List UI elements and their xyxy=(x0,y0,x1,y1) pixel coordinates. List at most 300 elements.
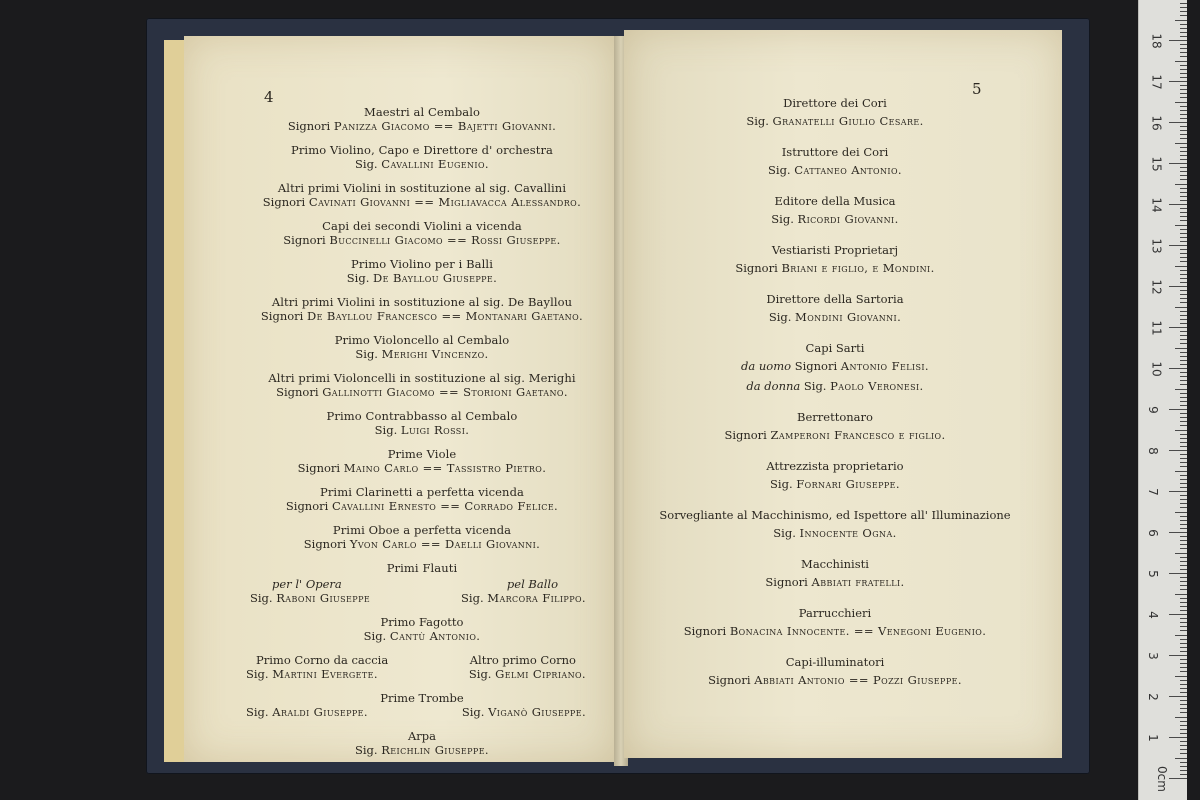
ruler-tick xyxy=(1180,446,1187,447)
section-title: Sorvegliante al Macchinismo, ed Ispettore all' Illuminazione xyxy=(659,508,1011,522)
ruler-tick xyxy=(1180,442,1187,443)
name-prefix: Sig. xyxy=(768,163,795,177)
name-prefix: Signori xyxy=(735,261,782,275)
ruler-tick xyxy=(1175,758,1187,759)
ruler-tick xyxy=(1169,204,1187,205)
person-names: Araldi Giuseppe. xyxy=(272,705,368,719)
names-line xyxy=(228,157,616,171)
ruler-tick xyxy=(1180,130,1187,131)
name-prefix: Signori xyxy=(765,575,812,589)
person-names: Bonacina Innocente. == Venegoni Eugenio. xyxy=(729,624,987,638)
ruler-tick xyxy=(1180,196,1187,197)
names-line xyxy=(228,119,616,133)
ruler-tick xyxy=(1175,471,1187,472)
ruler-tick xyxy=(1180,138,1187,139)
ruler-tick xyxy=(1180,524,1187,525)
person-names: Yvon Carlo == Daelli Giovanni. xyxy=(349,537,541,551)
names-line xyxy=(624,526,1046,540)
ruler-tick xyxy=(1180,48,1187,49)
person-names: Raboni Giuseppe xyxy=(276,591,371,605)
flauti-names xyxy=(228,591,616,605)
name-prefix: Signori xyxy=(297,461,344,475)
ruler-tick xyxy=(1180,360,1187,361)
flauti-ballo-label: pel Ballo xyxy=(506,577,558,591)
section-title: Maestri al Cembalo xyxy=(363,105,481,119)
ruler-tick xyxy=(1175,307,1187,308)
ruler-tick xyxy=(1180,753,1187,754)
ruler-tick xyxy=(1180,528,1187,529)
ruler-tick xyxy=(1180,417,1187,418)
ruler-tick xyxy=(1180,220,1187,221)
section-title: Capi-illuminatori xyxy=(785,655,885,669)
ruler-tick xyxy=(1169,368,1187,369)
ruler-tick xyxy=(1169,40,1187,41)
ruler-tick xyxy=(1180,487,1187,488)
ruler-number: 10 xyxy=(1149,361,1164,377)
ruler-tick xyxy=(1180,561,1187,562)
names-line xyxy=(624,163,1046,177)
ruler-tick xyxy=(1180,651,1187,652)
ruler-tick xyxy=(1175,389,1187,390)
names-line xyxy=(228,309,616,323)
ruler-tick xyxy=(1180,454,1187,455)
spacer xyxy=(624,491,1046,508)
ruler-tick xyxy=(1169,245,1187,246)
names-line xyxy=(228,195,616,209)
ruler-tick xyxy=(1180,290,1187,291)
ruler-tick xyxy=(1180,712,1187,713)
person-names: Martini Evergete. xyxy=(272,667,378,681)
ruler-number: 3 xyxy=(1145,652,1160,660)
person-names: Innocente Ogna. xyxy=(799,526,897,540)
ruler-tick xyxy=(1180,721,1187,722)
ruler-tick xyxy=(1169,409,1187,410)
corno-left xyxy=(246,667,378,681)
ruler-tick xyxy=(1180,36,1187,37)
ruler-tick xyxy=(1180,352,1187,353)
left-page-text xyxy=(184,105,616,757)
ruler-tick xyxy=(1180,278,1187,279)
corno-right xyxy=(469,667,586,681)
name-prefix: Sig. xyxy=(768,310,796,324)
section-title: Primi Oboe a perfetta vicenda xyxy=(332,523,512,537)
ruler-number: 8 xyxy=(1145,447,1160,455)
names-line xyxy=(228,347,616,361)
person-names: Gelmi Cipriano. xyxy=(495,667,586,681)
name-prefix: Sig. xyxy=(246,667,273,681)
name-prefix: Signori xyxy=(283,233,330,247)
ruler-tick xyxy=(1180,680,1187,681)
spacer xyxy=(624,275,1046,292)
ruler-tick xyxy=(1180,32,1187,33)
ruler-tick xyxy=(1180,249,1187,250)
ruler-tick xyxy=(1169,655,1187,656)
person-names: Cavinati Giovanni == Migliavacca Alessandro. xyxy=(308,195,582,209)
ruler-number: 6 xyxy=(1145,529,1160,537)
ruler-tick xyxy=(1175,348,1187,349)
ruler-number: 16 xyxy=(1149,115,1164,131)
person-names: Fornari Giuseppe. xyxy=(796,477,900,491)
spacer xyxy=(228,681,616,691)
person-names: Maino Carlo == Tassistro Pietro. xyxy=(343,461,547,475)
ruler-tick xyxy=(1180,7,1187,8)
ruler-tick xyxy=(1180,569,1187,570)
ruler-tick xyxy=(1180,589,1187,590)
names-line xyxy=(228,461,616,475)
ruler-tick xyxy=(1175,553,1187,554)
ruler-tick xyxy=(1169,778,1187,779)
person-names: Marcora Filippo. xyxy=(487,591,586,605)
person-names: Luigi Rossi. xyxy=(400,423,470,437)
ruler-number: 13 xyxy=(1149,238,1164,254)
ruler-tick xyxy=(1180,622,1187,623)
ruler-tick xyxy=(1169,286,1187,287)
ruler-tick xyxy=(1180,167,1187,168)
corno-titles xyxy=(228,653,616,667)
name-prefix: Sig. xyxy=(250,591,277,605)
name-prefix: Signori xyxy=(724,428,771,442)
spacer xyxy=(624,177,1046,194)
ruler-tick xyxy=(1180,413,1187,414)
name-prefix: Sig. xyxy=(246,705,273,719)
ruler-tick xyxy=(1169,163,1187,164)
ruler-tick xyxy=(1180,15,1187,16)
spacer xyxy=(624,442,1046,459)
spacer xyxy=(228,171,616,181)
ruler-tick xyxy=(1180,606,1187,607)
ruler-tick xyxy=(1180,475,1187,476)
ruler-number: 0cm xyxy=(1154,766,1169,792)
ruler-tick xyxy=(1180,93,1187,94)
ruler-number: 4 xyxy=(1145,611,1160,619)
person-names: Abbiati fratelli. xyxy=(811,575,905,589)
ruler-tick xyxy=(1180,581,1187,582)
ruler-tick xyxy=(1180,663,1187,664)
names-line xyxy=(624,673,1046,687)
person-names: Paolo Veronesi. xyxy=(830,379,924,393)
ruler-tick xyxy=(1180,749,1187,750)
ruler-tick xyxy=(1180,229,1187,230)
ruler-tick xyxy=(1180,233,1187,234)
section-title: Editore della Musica xyxy=(774,194,896,208)
ruler-tick xyxy=(1169,81,1187,82)
ruler-tick xyxy=(1180,282,1187,283)
name-prefix: Signori xyxy=(276,385,323,399)
ruler-tick xyxy=(1180,729,1187,730)
ruler-number: 17 xyxy=(1149,74,1164,90)
ruler-tick xyxy=(1180,766,1187,767)
ruler-tick xyxy=(1180,257,1187,258)
names-line xyxy=(624,114,1046,128)
names-line xyxy=(228,233,616,247)
spacer xyxy=(228,551,616,561)
person-names: Merighi Vincenzo. xyxy=(381,347,489,361)
names-line xyxy=(228,385,616,399)
person-names: De Bayllou Giuseppe. xyxy=(373,271,498,285)
ruler-tick xyxy=(1180,298,1187,299)
person-names: Mondini Giovanni. xyxy=(795,310,902,324)
section-title: Altri primi Violini in sostituzione al sig. Cavallini xyxy=(277,181,567,195)
trombe-left xyxy=(246,705,368,719)
ruler-tick xyxy=(1180,323,1187,324)
ruler-tick xyxy=(1180,774,1187,775)
name-prefix: Signori xyxy=(285,499,332,513)
ruler-tick xyxy=(1180,733,1187,734)
ruler-tick xyxy=(1180,741,1187,742)
ruler-tick xyxy=(1180,462,1187,463)
ruler-tick xyxy=(1180,134,1187,135)
ruler-tick xyxy=(1180,557,1187,558)
ruler-tick xyxy=(1180,52,1187,53)
trombe-right xyxy=(462,705,586,719)
ruler-tick xyxy=(1180,626,1187,627)
names-line xyxy=(624,261,1046,275)
ruler-tick xyxy=(1175,102,1187,103)
ruler-tick xyxy=(1180,495,1187,496)
ruler-tick xyxy=(1180,397,1187,398)
capi-sarti-uomo xyxy=(624,359,1046,373)
ruler-number: 9 xyxy=(1145,406,1160,414)
ruler-tick xyxy=(1180,65,1187,66)
person-names: Antonio Felisi. xyxy=(840,359,929,373)
ruler-tick xyxy=(1180,208,1187,209)
ruler-tick xyxy=(1169,696,1187,697)
name-prefix: Signori xyxy=(794,359,841,373)
ruler-tick xyxy=(1180,241,1187,242)
ruler-tick xyxy=(1180,147,1187,148)
ruler-tick xyxy=(1180,380,1187,381)
ruler-tick xyxy=(1180,643,1187,644)
ruler-tick xyxy=(1180,376,1187,377)
section-title: Berrettonaro xyxy=(797,410,873,424)
name-prefix: Signori xyxy=(260,309,307,323)
person-names: Briani e figlio, e Mondini. xyxy=(781,261,935,275)
section-title: Primo Violino per i Balli xyxy=(351,257,493,271)
ruler-tick xyxy=(1180,372,1187,373)
ruler-tick xyxy=(1175,430,1187,431)
flauti-labels xyxy=(228,577,616,591)
ruler-tick xyxy=(1180,200,1187,201)
ruler-tick xyxy=(1169,614,1187,615)
section-title: Vestiaristi Proprietarj xyxy=(771,243,899,257)
ruler-tick xyxy=(1169,532,1187,533)
ruler-tick xyxy=(1180,85,1187,86)
name-prefix: Sig. xyxy=(770,477,797,491)
ruler-tick xyxy=(1180,762,1187,763)
ruler-tick xyxy=(1180,434,1187,435)
spacer xyxy=(228,475,616,485)
ruler-tick xyxy=(1180,56,1187,57)
section-title: Istruttore dei Cori xyxy=(781,145,889,159)
ruler-tick xyxy=(1180,339,1187,340)
ruler-tick xyxy=(1180,77,1187,78)
spacer xyxy=(228,605,616,615)
ruler-tick xyxy=(1180,114,1187,115)
ruler-tick xyxy=(1180,110,1187,111)
names-line xyxy=(228,499,616,513)
fagotto-names xyxy=(228,629,616,643)
ruler-tick xyxy=(1180,274,1187,275)
section-title: Arpa xyxy=(407,729,437,743)
ruler-tick xyxy=(1180,466,1187,467)
name-prefix: Signori xyxy=(262,195,309,209)
label-italic: da donna xyxy=(746,379,804,393)
ruler-tick xyxy=(1180,97,1187,98)
ruler-tick xyxy=(1180,159,1187,160)
ruler-tick xyxy=(1180,618,1187,619)
ruler-tick xyxy=(1175,20,1187,21)
section-title: Altri primi Violoncelli in sostituzione al sig. Merighi xyxy=(268,371,576,385)
ruler-tick xyxy=(1180,270,1187,271)
name-prefix: Sig. xyxy=(803,379,831,393)
corno-right-title: Altro primo Corno xyxy=(469,653,576,667)
spacer xyxy=(228,513,616,523)
ruler-tick xyxy=(1180,294,1187,295)
page-edge xyxy=(164,40,186,762)
section-title: Primo Contrabbasso al Cembalo xyxy=(326,409,518,423)
section-title: Parrucchieri xyxy=(798,606,872,620)
name-prefix: Sig. xyxy=(374,423,401,437)
spacer xyxy=(228,719,616,729)
person-names: Cavallini Eugenio. xyxy=(381,157,489,171)
name-prefix: Sig. xyxy=(355,743,382,757)
name-prefix: Signori xyxy=(683,624,730,638)
ruler-tick xyxy=(1175,61,1187,62)
ruler-tick xyxy=(1180,458,1187,459)
ruler-tick xyxy=(1175,266,1187,267)
names-line xyxy=(228,271,616,285)
spacer xyxy=(624,540,1046,557)
ruler-tick xyxy=(1175,184,1187,185)
ruler-tick xyxy=(1180,302,1187,303)
ruler-tick xyxy=(1180,421,1187,422)
names-line xyxy=(228,537,616,551)
section-title: Prime Viole xyxy=(387,447,457,461)
ruler-tick xyxy=(1180,393,1187,394)
section-title: Primo Violoncello al Cembalo xyxy=(334,333,510,347)
name-prefix: Sig. xyxy=(771,212,798,226)
name-prefix: Sig. xyxy=(461,591,488,605)
names-line xyxy=(624,212,1046,226)
name-prefix: Sig. xyxy=(773,526,800,540)
ruler-tick xyxy=(1180,688,1187,689)
ruler-tick xyxy=(1180,44,1187,45)
spacer xyxy=(624,128,1046,145)
corno-left-title: Primo Corno da caccia xyxy=(256,653,389,667)
names-line xyxy=(624,575,1046,589)
section-title: Altri primi Violini in sostituzione al sig. De Bayllou xyxy=(271,295,573,309)
ruler-tick xyxy=(1180,667,1187,668)
ruler-tick xyxy=(1180,384,1187,385)
ruler-tick xyxy=(1180,630,1187,631)
ruler-tick xyxy=(1180,3,1187,4)
ruler-tick xyxy=(1180,311,1187,312)
name-prefix: Sig. xyxy=(363,629,390,643)
ruler-tick xyxy=(1180,483,1187,484)
spacer xyxy=(228,399,616,409)
person-names: De Bayllou Francesco == Montanari Gaetano. xyxy=(307,309,584,323)
ruler-tick xyxy=(1180,503,1187,504)
spacer xyxy=(624,393,1046,410)
ruler-tick xyxy=(1180,261,1187,262)
ruler-tick xyxy=(1180,216,1187,217)
names-line xyxy=(624,428,1046,442)
ruler-tick xyxy=(1180,671,1187,672)
trombe-names xyxy=(228,705,616,719)
ruler-tick xyxy=(1180,212,1187,213)
person-names: Cattaneo Antonio. xyxy=(794,163,902,177)
ruler-tick xyxy=(1175,143,1187,144)
ruler-tick xyxy=(1180,725,1187,726)
ruler-tick xyxy=(1180,24,1187,25)
ruler-tick xyxy=(1180,507,1187,508)
ruler-tick xyxy=(1180,179,1187,180)
ruler-tick xyxy=(1180,331,1187,332)
name-prefix: Sig. xyxy=(461,705,489,719)
ruler-tick xyxy=(1180,520,1187,521)
person-names: Viganò Giuseppe. xyxy=(488,705,586,719)
person-names: Ricordi Giovanni. xyxy=(797,212,899,226)
ruler-tick xyxy=(1180,479,1187,480)
spacer xyxy=(228,437,616,447)
section-title: Prime Trombe xyxy=(380,691,464,705)
ruler-tick xyxy=(1180,659,1187,660)
spacer xyxy=(228,209,616,219)
ruler-tick xyxy=(1180,647,1187,648)
ruler-tick xyxy=(1175,635,1187,636)
ruler-tick xyxy=(1169,491,1187,492)
ruler-tick xyxy=(1180,106,1187,107)
section-title: Primi Clarinetti a perfetta vicenda xyxy=(320,485,524,499)
section-title: Capi dei secondi Violini a vicenda xyxy=(322,219,522,233)
ruler-tick xyxy=(1169,573,1187,574)
name-prefix: Sig. xyxy=(468,667,496,681)
ruler-tick xyxy=(1180,602,1187,603)
spacer xyxy=(228,285,616,295)
ruler-number: 12 xyxy=(1149,279,1164,295)
ruler-tick xyxy=(1180,516,1187,517)
ruler-tick xyxy=(1180,770,1187,771)
ruler-number: 5 xyxy=(1145,570,1160,578)
ruler-tick xyxy=(1175,225,1187,226)
ruler-number: 15 xyxy=(1149,156,1164,172)
ruler-tick xyxy=(1175,676,1187,677)
name-prefix: Sig. xyxy=(746,114,773,128)
person-names: Abbiati Antonio == Pozzi Giuseppe. xyxy=(754,673,962,687)
section-title: Macchinisti xyxy=(801,557,869,571)
ruler-tick xyxy=(1180,335,1187,336)
ruler-tick xyxy=(1180,598,1187,599)
ruler-tick xyxy=(1169,327,1187,328)
ruler-tick xyxy=(1180,155,1187,156)
corno-names xyxy=(228,667,616,681)
person-names: Zamperoni Francesco e figlio. xyxy=(770,428,946,442)
page-number-left: 4 xyxy=(264,88,274,106)
ruler-tick xyxy=(1180,405,1187,406)
person-names: Reichlin Giuseppe. xyxy=(381,743,489,757)
ruler-tick xyxy=(1175,717,1187,718)
ruler-tick xyxy=(1180,745,1187,746)
section-title: Capi Sarti xyxy=(805,341,865,355)
ruler-tick xyxy=(1180,319,1187,320)
ruler-tick xyxy=(1169,737,1187,738)
name-prefix: Sig. xyxy=(346,271,374,285)
person-names: Gallinotti Giacomo == Storioni Gaetano. xyxy=(322,385,568,399)
ruler-tick xyxy=(1180,118,1187,119)
ruler-number: 7 xyxy=(1145,488,1160,496)
ruler-tick xyxy=(1180,253,1187,254)
ruler-tick xyxy=(1180,192,1187,193)
